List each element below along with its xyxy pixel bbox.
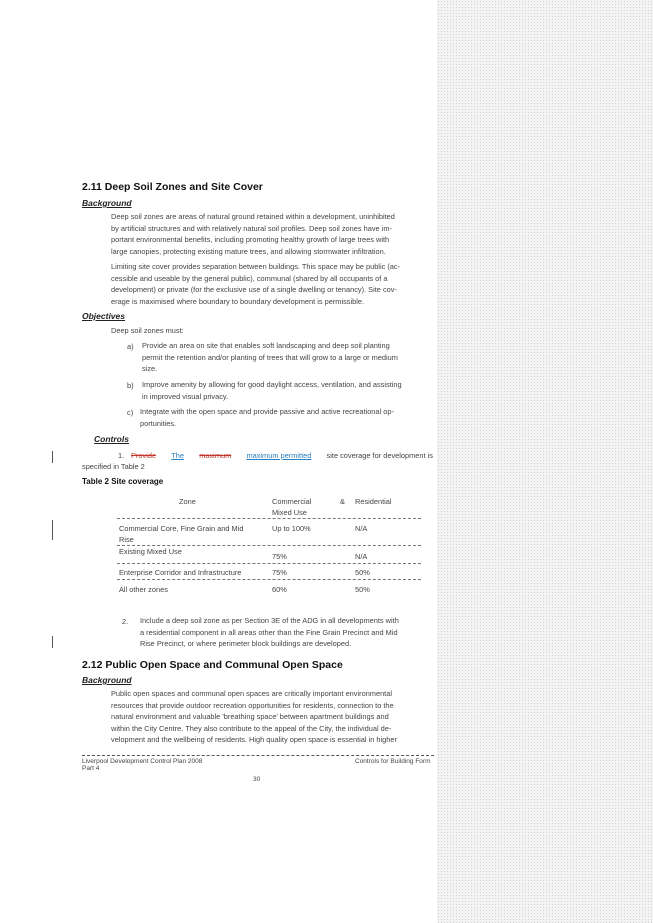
table-cell: 50% <box>355 585 370 594</box>
objectives-subheading: Objectives <box>82 311 125 321</box>
controls-subheading: Controls <box>94 434 129 444</box>
table-cell: N/A <box>355 552 368 561</box>
control-2: Include a deep soil zone as per Section 3E of the ADG in all developments with a residential component in all areas other than the Fine Grain Precinct and Mid Rise Precinct, or where perimeter block buildings are developed. <box>140 616 399 649</box>
objective-c-marker: c) <box>127 408 134 417</box>
table-cell: 60% <box>272 585 287 594</box>
control-1-line-1: Provide The maximum maximum permitted site coverage for development is <box>131 451 433 460</box>
change-bar <box>52 520 53 540</box>
table-rule <box>117 518 421 519</box>
table-cell: Up to 100% <box>272 524 311 533</box>
tracked-deletion: maximum <box>199 451 232 460</box>
background-subheading: Background <box>82 675 132 685</box>
tracked-insertion: The <box>171 451 185 460</box>
objective-b: Improve amenity by allowing for good daylight access, ventilation, and assisting in improved visual privacy. <box>142 380 402 401</box>
control-2-number: 2. <box>122 617 129 626</box>
section-heading-2-11: 2.11 Deep Soil Zones and Site Cover <box>82 181 263 193</box>
change-bar <box>52 451 53 463</box>
control-1-line-2: specified in Table 2 <box>82 462 145 471</box>
section-heading-2-12: 2.12 Public Open Space and Communal Open Space <box>82 659 343 671</box>
objective-a: Provide an area on site that enables soft landscaping and deep soil planting permit the retention and/or planting of trees that will grow to a large or medium size. <box>142 341 398 374</box>
footer-rule <box>82 755 434 756</box>
objective-b-marker: b) <box>127 381 134 390</box>
table-rule <box>117 563 421 564</box>
comment-margin-pane <box>437 0 653 923</box>
table-row: Commercial Core, Fine Grain and Mid Rise <box>119 524 244 544</box>
table-row: Enterprise Corridor and Infrastructure <box>119 568 242 577</box>
change-bar <box>52 636 53 648</box>
footer-left: Liverpool Development Control Plan 2008 Part 4 <box>82 758 203 772</box>
objective-a-marker: a) <box>127 342 134 351</box>
objective-c: Integrate with the open space and provide passive and active recreational op- portunities. <box>140 407 394 428</box>
header-zone: Zone <box>179 497 196 506</box>
control-1-number: 1. <box>118 451 125 460</box>
objectives-intro: Deep soil zones must: <box>111 326 184 335</box>
background-paragraph-1: Deep soil zones are areas of natural ground retained within a development, uninhibited by artificial structures and with relatively natural soil profiles. Deep soil zones have im- portant environmental benefits, including promoting healthy growth of large trees with large canopies, protecting existing mature trees, and allowing stormwater infiltration. <box>111 212 395 256</box>
table-rule <box>117 579 421 580</box>
footer-right: Controls for Building Form <box>355 758 431 765</box>
table-cell: 75% <box>272 568 287 577</box>
header-residential: Residential <box>355 497 392 506</box>
table-row: Existing Mixed Use <box>119 547 182 556</box>
background-subheading: Background <box>82 198 132 208</box>
table-cell: 75% <box>272 552 287 561</box>
header-ampersand: & <box>340 497 345 506</box>
page-number: 30 <box>253 776 261 783</box>
table-cell: N/A <box>355 524 368 533</box>
tracked-deletion: Provide <box>131 451 157 460</box>
tracked-insertion: maximum permitted <box>246 451 312 460</box>
background-paragraph-2: Limiting site cover provides separation between buildings. This space may be public (ac- cessible and useable by the general public), communal (shared by all occupants of a development) or private (for the exclusive use of a single dwelling or tenancy). Site cov- erage is maximised where boundary to boundary development is permissible. <box>111 262 401 306</box>
table-title: Table 2 Site coverage <box>82 477 164 486</box>
table-cell: 50% <box>355 568 370 577</box>
background-paragraph: Public open spaces and communal open spaces are critically important environmental resources that provide outdoor recreation opportunities for residents, connection to the natural environment and valuable 'breathing space' between apartment buildings and within the City Centre. They also contribute to the appeal of the City, the individual de- velopment and the wellbeing of residents. High quality open space is essential in higher <box>111 689 397 745</box>
table-row: All other zones <box>119 585 168 594</box>
header-commercial: Commercial Mixed Use <box>272 497 312 517</box>
